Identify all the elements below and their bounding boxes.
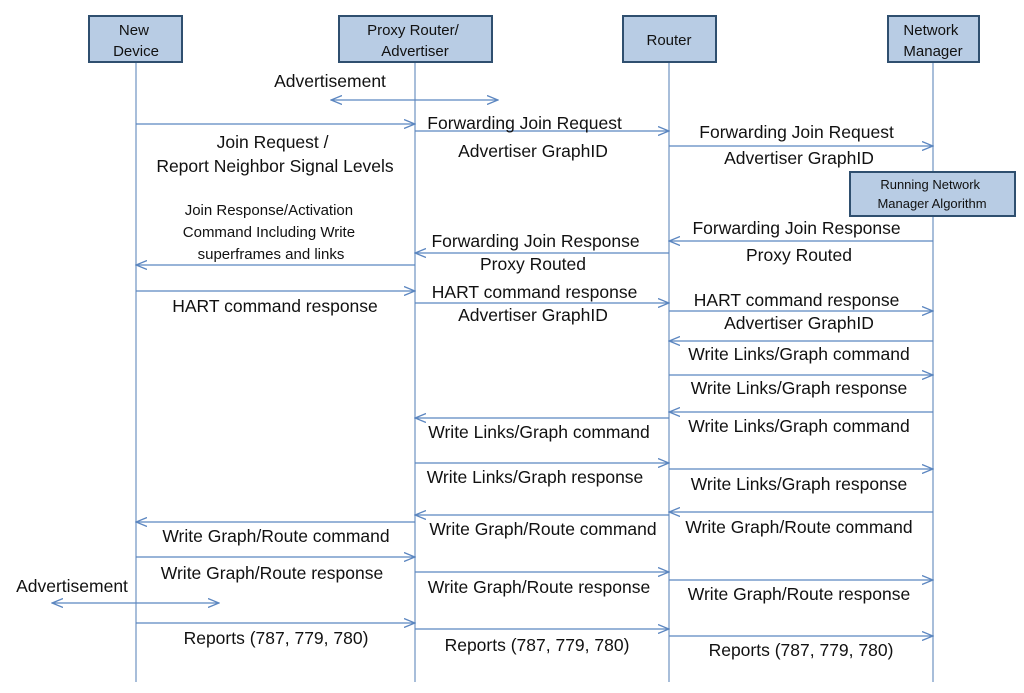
message-label: Write Graph/Route command bbox=[685, 517, 913, 537]
message-write-links-graph-command bbox=[415, 418, 669, 442]
message-forwarding-join-request bbox=[669, 122, 933, 168]
svg-text:Write Links/Graph command bbox=[428, 422, 649, 442]
svg-text:Router bbox=[646, 32, 691, 49]
svg-text:Reports (787, 779, 780) bbox=[445, 635, 630, 655]
svg-text:Write Graph/Route response bbox=[688, 584, 910, 604]
message-label: Proxy Routed bbox=[479, 254, 587, 274]
message-label: Reports (787, 779, 780) bbox=[183, 628, 369, 648]
message-hart-command-response bbox=[669, 290, 933, 333]
message-label: HART command response bbox=[693, 290, 900, 310]
svg-text:Forwarding Join Request bbox=[427, 113, 626, 161]
message-label: Advertiser GraphID bbox=[724, 148, 874, 168]
svg-text:Join Request / Report Ne bbox=[156, 132, 394, 176]
svg-text:Write Graph/Route command bbox=[429, 519, 656, 539]
message-label: Write Links/Graph command bbox=[428, 422, 650, 442]
svg-text:Write Links/Graph response bbox=[691, 378, 908, 398]
message-label: Advertiser GraphID bbox=[458, 305, 608, 325]
message-label: Proxy Routed bbox=[745, 245, 853, 265]
message-hart-command-response bbox=[415, 282, 669, 325]
note-label-line: Manager Algorithm bbox=[877, 196, 987, 211]
participant-label-line: Device bbox=[113, 43, 159, 60]
svg-text:Join Response/Activation bbox=[183, 202, 359, 263]
message-label: Write Links/Graph response bbox=[690, 378, 908, 398]
message-write-graph-route-response bbox=[669, 580, 933, 604]
participant-label-line: Advertiser bbox=[381, 43, 449, 60]
message-label: Write Links/Graph response bbox=[426, 467, 644, 487]
svg-text:HART command response bbox=[172, 296, 378, 316]
message-label: Write Graph/Route response bbox=[160, 563, 384, 583]
message-join-request bbox=[136, 124, 415, 176]
svg-text:Write Links/Graph command bbox=[688, 416, 909, 436]
message-label: Reports (787, 779, 780) bbox=[708, 640, 894, 660]
svg-text:Write Links/Graph response bbox=[427, 467, 644, 487]
message-label: Write Links/Graph command bbox=[688, 416, 910, 436]
svg-text:Write Graph/Route command bbox=[162, 526, 389, 546]
message-label: Write Graph/Route command bbox=[162, 526, 390, 546]
svg-text:Write Graph/Route command bbox=[685, 517, 912, 537]
message-label: Join Request / bbox=[216, 132, 329, 152]
message-label: superframes and links bbox=[197, 246, 345, 263]
svg-text:Write Graph/Route response bbox=[161, 563, 383, 583]
message-hart-command-response bbox=[136, 291, 415, 316]
message-forwarding-join-response bbox=[415, 231, 669, 274]
participant-new-device bbox=[89, 16, 182, 62]
svg-text:Advertisement bbox=[274, 71, 386, 91]
message-write-graph-route-command bbox=[669, 512, 933, 537]
svg-text:Advertisement bbox=[16, 576, 128, 596]
participant-label-line: Proxy Router/ bbox=[367, 22, 459, 39]
participant-router bbox=[623, 16, 716, 62]
svg-text:Reports (787, 779, 780) bbox=[184, 628, 369, 648]
message-write-graph-route-response bbox=[136, 557, 415, 583]
message-label: Reports (787, 779, 780) bbox=[444, 635, 630, 655]
message-label: HART command response bbox=[431, 282, 638, 302]
message-label: Write Links/Graph response bbox=[690, 474, 908, 494]
message-write-graph-route-command bbox=[415, 515, 669, 539]
message-label: Forwarding Join Request bbox=[427, 113, 622, 133]
participant-network-manager bbox=[888, 16, 979, 62]
message-forwarding-join-request bbox=[415, 113, 669, 161]
message-forwarding-join-response bbox=[669, 218, 933, 265]
svg-text:Forwarding Join Request bbox=[699, 122, 898, 168]
message-label: Write Graph/Route command bbox=[429, 519, 657, 539]
message-write-graph-route-response bbox=[415, 572, 669, 597]
message-write-links-graph-response bbox=[669, 375, 933, 398]
message-label: Write Links/Graph command bbox=[688, 344, 910, 364]
message-reports bbox=[669, 636, 933, 660]
participant-label-line: Network bbox=[903, 22, 959, 39]
message-label: Forwarding Join Response bbox=[692, 218, 901, 238]
svg-text:Write Links/Graph command bbox=[688, 344, 909, 364]
message-label: Report Neighbor Signal Levels bbox=[156, 156, 394, 176]
message-label: Advertisement bbox=[16, 576, 128, 596]
message-write-graph-route-command bbox=[136, 522, 415, 546]
message-write-links-graph-command bbox=[669, 341, 933, 364]
svg-text:Write Links/Graph response bbox=[691, 474, 908, 494]
note-label-line: Running Network bbox=[880, 177, 981, 192]
participant-label-line: Manager bbox=[903, 43, 963, 60]
message-write-links-graph-command bbox=[669, 412, 933, 436]
message-label: Write Graph/Route response bbox=[687, 584, 911, 604]
participant-label-line: Router bbox=[646, 32, 692, 49]
message-reports bbox=[136, 623, 415, 648]
message-reports bbox=[415, 629, 669, 655]
message-write-links-graph-response bbox=[669, 469, 933, 494]
participant-label-line: New bbox=[118, 22, 149, 39]
message-label: Join Response/Activation bbox=[184, 202, 354, 219]
svg-text:Write Graph/Route response bbox=[428, 577, 650, 597]
message-label: Command Including Write bbox=[182, 224, 356, 241]
message-label: Forwarding Join Request bbox=[699, 122, 894, 142]
message-label: HART command response bbox=[172, 296, 378, 316]
message-label: Advertisement bbox=[274, 71, 386, 91]
message-label: Advertiser GraphID bbox=[458, 141, 608, 161]
message-label: Advertiser GraphID bbox=[724, 313, 874, 333]
svg-text:Reports (787, 779, 780) bbox=[709, 640, 894, 660]
participant-proxy-router bbox=[339, 16, 492, 62]
message-label: Forwarding Join Response bbox=[431, 231, 640, 251]
message-advertisement bbox=[274, 71, 498, 100]
message-write-links-graph-response bbox=[415, 463, 669, 487]
note-running-network-manager-algorithm bbox=[850, 172, 1015, 216]
message-label: Write Graph/Route response bbox=[427, 577, 651, 597]
message-join-response-activation bbox=[136, 202, 415, 265]
